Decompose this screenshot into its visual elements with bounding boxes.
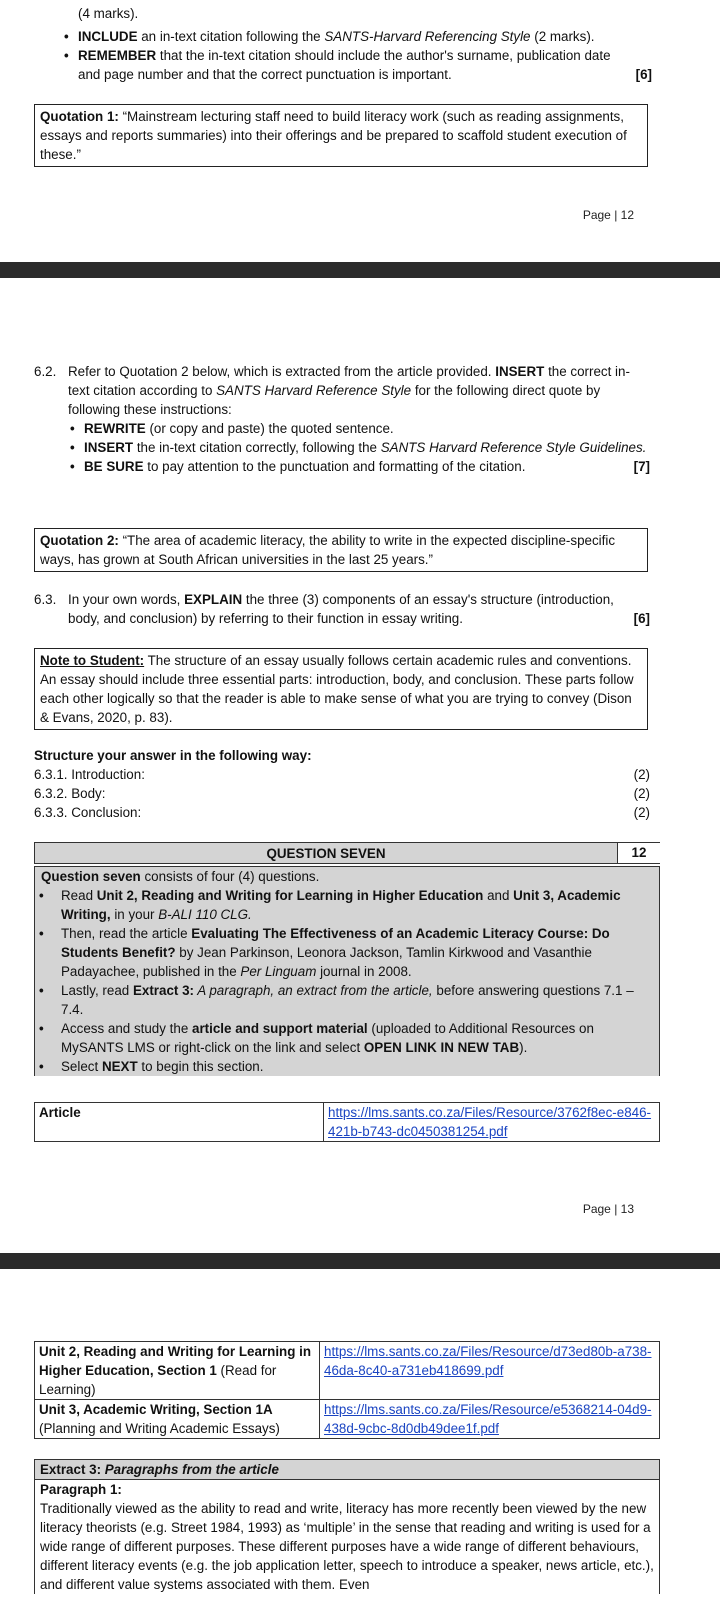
resource-link-table: [34, 1341, 660, 1439]
question-6-2: 6.2. Refer to Quotation 2 below, which is extracted from the article provided. INSERT the correct in-text citation according to SANTS Harvard Reference Style for the following direct quote by following these instructions: • REWRITE (or copy and paste) the quoted sentence. • INSERT the in-text citation correctly, following the SANTS Harvard Reference Style Guidelines. • BE SURE to pay attention to the punctuation and formatting of the citation. [7]: [34, 362, 650, 476]
page-number: Page | 13: [582, 1202, 634, 1216]
question-6-3: 6.3. In your own words, EXPLAIN the three (3) components of an essay's structure (introduction, body, and conclusion) by referring to their function in essay writing. [6]: [34, 592, 650, 626]
quotation-1-box: [34, 104, 648, 167]
paragraph-1-label: Paragraph 1:: [40, 1482, 122, 1497]
quotation-2-label: Quotation 2:: [40, 533, 119, 548]
page-number: Page | 12: [582, 208, 634, 222]
q7-bullet-read: • Read Unit 2, Reading and Writing for Learning in Higher Education and Unit 3, Academic Writing, in your B-ALI 110 CLG.: [37, 886, 653, 924]
quotation-2-text: “The area of academic literacy, the ability to write in the expected discipline-specific ways, has grown at South African universities in the last 25 years.”: [40, 533, 616, 567]
resource-link-cell: [320, 1400, 660, 1439]
structure-item: 6.3.2. Body: (2): [34, 786, 650, 801]
bullet-be-sure: • BE SURE to pay attention to the punctuation and formatting of the citation. [7]: [68, 457, 650, 476]
unit-2-link[interactable]: https://lms.sants.co.za/Files/Resource/d73ed80b-a738-46da-8c40-a731eb418699.pdf: [324, 1344, 652, 1378]
marks: [6]: [633, 611, 650, 626]
note-to-student-box: [34, 648, 648, 730]
bullet-rewrite: • REWRITE (or copy and paste) the quoted sentence.: [68, 419, 650, 438]
q7-intro: Question seven consists of four (4) questions.: [41, 869, 320, 884]
structure-item: 6.3.3. Conclusion: (2): [34, 805, 650, 820]
structure-item: 6.3.1. Introduction: (2): [34, 767, 650, 782]
structure-section: [34, 746, 650, 822]
bullet-include: • INCLUDE an in-text citation following the SANTS-Harvard Referencing Style (2 marks).: [62, 27, 652, 46]
resource-link-cell: [320, 1342, 660, 1400]
bullet-insert: • INSERT the in-text citation correctly, following the SANTS Harvard Reference Style Guidelines.: [68, 438, 650, 457]
extract-3-box: [34, 1459, 660, 1594]
q7-bullet-next: • Select NEXT to begin this section.: [37, 1057, 653, 1076]
q7-bullet-access: • Access and study the article and support material (uploaded to Additional Resources on MySANTS LMS or right-click on the link and select OPEN LINK IN NEW TAB).: [37, 1019, 653, 1057]
question-marks: 12: [617, 843, 660, 863]
page-divider: [0, 262, 720, 278]
question-seven-heading: QUESTION SEVEN 12: [34, 842, 660, 864]
q7-bullet-extract: • Lastly, read Extract 3: A paragraph, an extract from the article, before answering questions 7.1 – 7.4.: [37, 981, 653, 1019]
table-row: [35, 1400, 660, 1439]
page12-bullet-list: [62, 27, 652, 84]
note-text: The structure of an essay usually follows certain academic rules and conventions. An essay should include three essential parts: introduction, body, and conclusion. These parts follow each other logically so that the reader is able to make sense of what you are trying to convey (Dison & Evans, 2020, p. 83).: [40, 653, 634, 725]
quotation-2-box: [34, 528, 648, 572]
top-marks: (4 marks).: [78, 6, 139, 21]
marks: [6]: [635, 67, 652, 82]
document-page-14: [0, 1269, 720, 1600]
paragraph-1-text: Traditionally viewed as the ability to read and write, literacy has more recently been viewed by the new literacy theorists (e.g. Street 1984, 1993) as ‘multiple’ in the sense that reading and writing is used for a wide range of different purposes. These different purposes have a wide range of different behaviours, different literacy events (e.g. the job application letter, speech to introduce a speaker, news article, etc.), and different value systems associated with them. Even: [40, 1501, 654, 1592]
extract-3-header: Extract 3: Paragraphs from the article: [35, 1460, 659, 1480]
article-link-cell: [324, 1103, 660, 1142]
q7-bullet-article: • Then, read the article Evaluating The Effectiveness of an Academic Literacy Course: Do Students Benefit? by Jean Parkinson, Leonora Jackson, Tamlin Kirkwood and Vasanthie Padayachee, published in the Per Linguam journal in 2008.: [37, 924, 653, 981]
article-label-cell: Article: [35, 1103, 324, 1142]
article-link-table: [34, 1102, 660, 1142]
quotation-1-text: “Mainstream lecturing staff need to build literacy work (such as reading assignments, essays and reports summaries) into their offerings and be prepared to scaffold student execution of these.”: [40, 109, 627, 162]
marks: [7]: [633, 459, 650, 474]
document-page-12: [0, 0, 720, 262]
unit-3-link[interactable]: https://lms.sants.co.za/Files/Resource/e5368214-04d9-438d-9cbc-8d0db49dee1f.pdf: [324, 1402, 652, 1436]
resource-unit-cell: Unit 2, Reading and Writing for Learning in Higher Education, Section 1 (Read for Learning): [35, 1342, 320, 1400]
structure-heading: Structure your answer in the following way:: [34, 748, 312, 763]
article-link[interactable]: https://lms.sants.co.za/Files/Resource/3762f8ec-e846-421b-b743-dc0450381254.pdf: [328, 1105, 652, 1139]
q7-bullet-list: [37, 886, 653, 1076]
question-seven-box: [34, 866, 660, 1076]
note-label: Note to Student:: [40, 653, 145, 668]
table-row: [35, 1342, 660, 1400]
table-row: [35, 1103, 660, 1142]
page-divider: [0, 1253, 720, 1269]
document-page-13: [0, 278, 720, 1253]
quotation-1-label: Quotation 1:: [40, 109, 119, 124]
bullet-remember: • REMEMBER that the in-text citation should include the author's surname, publication date and page number and that the correct punctuation is important. [6]: [62, 46, 652, 84]
q62-bullet-list: [68, 419, 650, 476]
resource-unit-cell: Unit 3, Academic Writing, Section 1A (Planning and Writing Academic Essays): [35, 1400, 320, 1439]
